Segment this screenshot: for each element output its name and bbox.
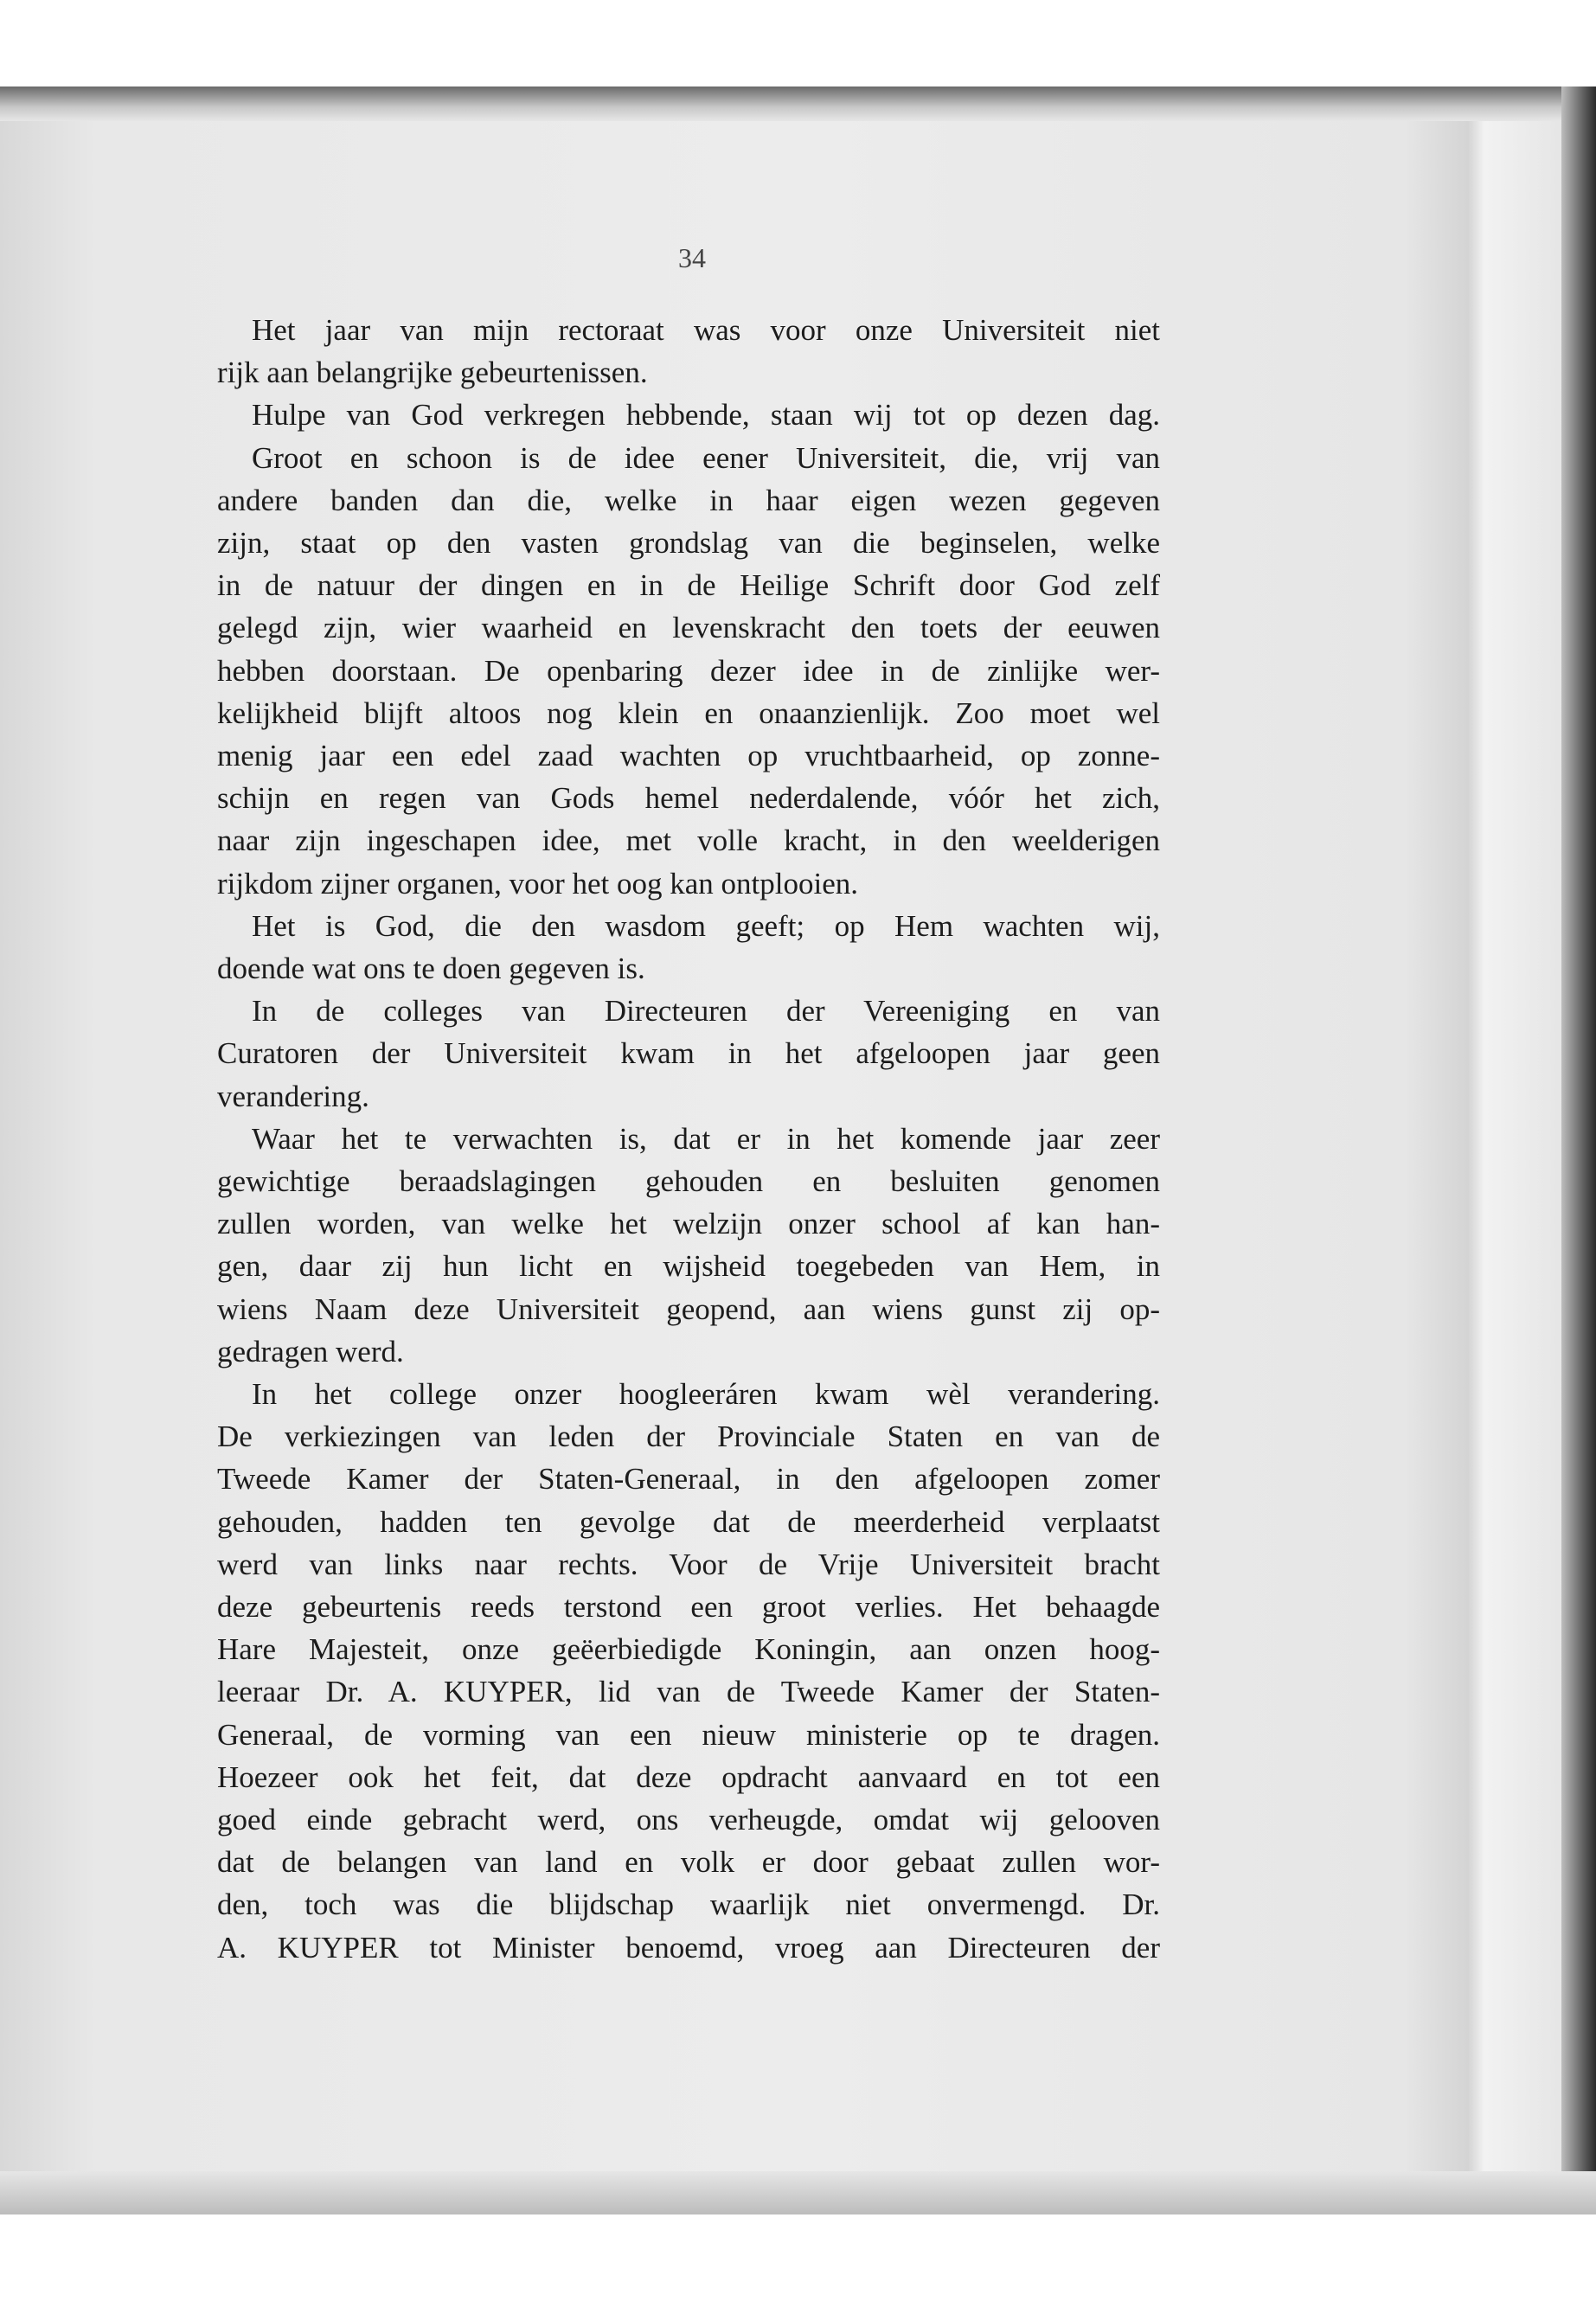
text-line: [217, 1931, 1160, 1965]
text-line-content: menig jaar een edel zaad wachten op vruchtbaarheid, op zonne-: [217, 739, 1160, 772]
scan-bottom-shadow: [0, 2171, 1596, 2214]
text-line: [217, 1420, 1160, 1454]
text-line-content: Het is God, die den wasdom geeft; op Hem wachten wij,: [252, 908, 1160, 943]
text-line-content: In de colleges van Directeuren der Vereeniging en van: [252, 994, 1160, 1029]
text-line-content: Tweede Kamer der Staten-Generaal, in den afgeloopen zomer: [217, 1462, 1160, 1497]
text-line: [252, 994, 1160, 1029]
text-line: [217, 1718, 1160, 1753]
text-line: [217, 568, 1160, 603]
text-line: [252, 1377, 1160, 1412]
text-line: [217, 654, 1160, 689]
text-line-content: In het college onzer hoogleeráren kwam wèl verandering.: [252, 1377, 1160, 1411]
text-line: [217, 1207, 1160, 1241]
text-line-content: Hulpe van God verkregen hebbende, staan wij tot op dezen dag.: [252, 398, 1160, 433]
text-line: [217, 781, 1160, 816]
text-line-content: zullen worden, van welke het welzijn onzer school af kan han-: [217, 1207, 1160, 1241]
text-line-content: leeraar Dr. A. KUYPER, lid van de Tweede Kamer der Staten-: [217, 1675, 1160, 1709]
text-line-content: werd van links naar rechts. Voor de Vrije Universiteit bracht: [217, 1547, 1160, 1581]
text-line-content: gen, daar zij hun licht en wijsheid toegebeden van Hem, in: [217, 1249, 1160, 1284]
text-line-content: gelegd zijn, wier waarheid en levenskracht den toets der eeuwen: [217, 611, 1160, 645]
text-line: [217, 1803, 1160, 1837]
text-line-content: zijn, staat op den vasten grondslag van die beginselen, welke: [217, 526, 1160, 560]
text-line: [217, 1888, 1160, 1922]
text-line: [217, 1080, 1160, 1114]
text-line-content: Generaal, de vorming van een nieuw ministerie op te dragen.: [217, 1717, 1160, 1752]
text-line-content: goed einde gebracht werd, ons verheugde, omdat wij gelooven: [217, 1803, 1160, 1836]
scan-top-shadow: [0, 87, 1596, 121]
text-line: [217, 1845, 1160, 1880]
text-line-content: De verkiezingen van leden der Provinciale Staten en van de: [217, 1420, 1160, 1454]
text-line-content: gedragen werd.: [217, 1334, 404, 1368]
text-line-content: andere banden dan die, welke in haar eigen wezen gegeven: [217, 483, 1160, 517]
text-line: [217, 1335, 1160, 1369]
text-line-content: wiens Naam deze Universiteit geopend, aan wiens gunst zij op-: [217, 1292, 1160, 1326]
text-line: [217, 824, 1160, 858]
text-line-content: rijkdom zijner organen, voor het oog kan ontplooien.: [217, 866, 858, 901]
text-line-content: Waar het te verwachten is, dat er in het komende jaar zeer: [252, 1121, 1160, 1156]
text-line: [217, 1590, 1160, 1625]
text-line-content: kelijkheid blijft altoos nog klein en onaanzienlijk. Zoo moet wel: [217, 695, 1160, 730]
scan-right-edge: [1561, 87, 1596, 2214]
text-line: [217, 1462, 1160, 1497]
text-line: [252, 398, 1160, 433]
text-line-content: in de natuur der dingen en in de Heilige Schrift door God zelf: [217, 568, 1160, 603]
text-line-content: dat de belangen van land en volk er door gebaat zullen wor-: [217, 1845, 1160, 1880]
text-line: [252, 909, 1160, 944]
text-line: [217, 739, 1160, 773]
text-line: [217, 1036, 1160, 1071]
text-line-content: Hoezeer ook het feit, dat deze opdracht aanvaard en tot een: [217, 1759, 1160, 1794]
text-line-content: gewichtige beraadslagingen gehouden en besluiten genomen: [217, 1164, 1160, 1198]
text-line-content: hebben doorstaan. De openbaring dezer idee in de zinlijke wer-: [217, 653, 1160, 688]
text-line-content: Hare Majesteit, onze geëerbiedigde Koningin, aan onzen hoog-: [217, 1632, 1160, 1667]
text-line-content: Curatoren der Universiteit kwam in het afgeloopen jaar geen: [217, 1036, 1160, 1071]
text-line: [217, 484, 1160, 518]
text-line: [217, 356, 1160, 390]
text-line: [252, 441, 1160, 476]
text-line: [217, 1632, 1160, 1667]
text-line-content: deze gebeurtenis reeds terstond een groot verlies. Het behaagde: [217, 1590, 1160, 1624]
text-line-content: gehouden, hadden ten gevolge dat de meerderheid verplaatst: [217, 1504, 1160, 1539]
text-line-content: naar zijn ingeschapen idee, met volle kracht, in den weelderigen: [217, 824, 1160, 858]
text-line: [217, 611, 1160, 645]
text-line-content: verandering.: [217, 1079, 369, 1113]
text-line-content: schijn en regen van Gods hemel nederdalende, vóór het zich,: [217, 781, 1160, 816]
text-line: [252, 313, 1160, 348]
text-line: [217, 696, 1160, 731]
text-line-content: den, toch was die blijdschap waarlijk niet onvermengd. Dr.: [217, 1888, 1160, 1922]
text-line: [217, 1675, 1160, 1709]
text-line: [217, 1760, 1160, 1795]
text-line: [217, 1292, 1160, 1327]
text-line: [217, 1548, 1160, 1582]
text-line: [217, 1164, 1160, 1199]
page-number: 34: [678, 242, 706, 273]
text-line: [217, 526, 1160, 561]
text-line: [217, 867, 1160, 901]
text-line: [217, 1505, 1160, 1540]
text-line-content: A. KUYPER tot Minister benoemd, vroeg aan Directeuren der: [217, 1930, 1160, 1965]
text-line-content: rijk aan belangrijke gebeurtenissen.: [217, 356, 648, 390]
text-line-content: Het jaar van mijn rectoraat was voor onze Universiteit niet: [252, 313, 1160, 347]
text-line-content: doende wat ons te doen gegeven is.: [217, 952, 645, 985]
text-line: [217, 952, 1160, 986]
text-line-content: Groot en schoon is de idee eener Universiteit, die, vrij van: [252, 440, 1160, 475]
text-line: [217, 1249, 1160, 1284]
text-line: [252, 1122, 1160, 1157]
